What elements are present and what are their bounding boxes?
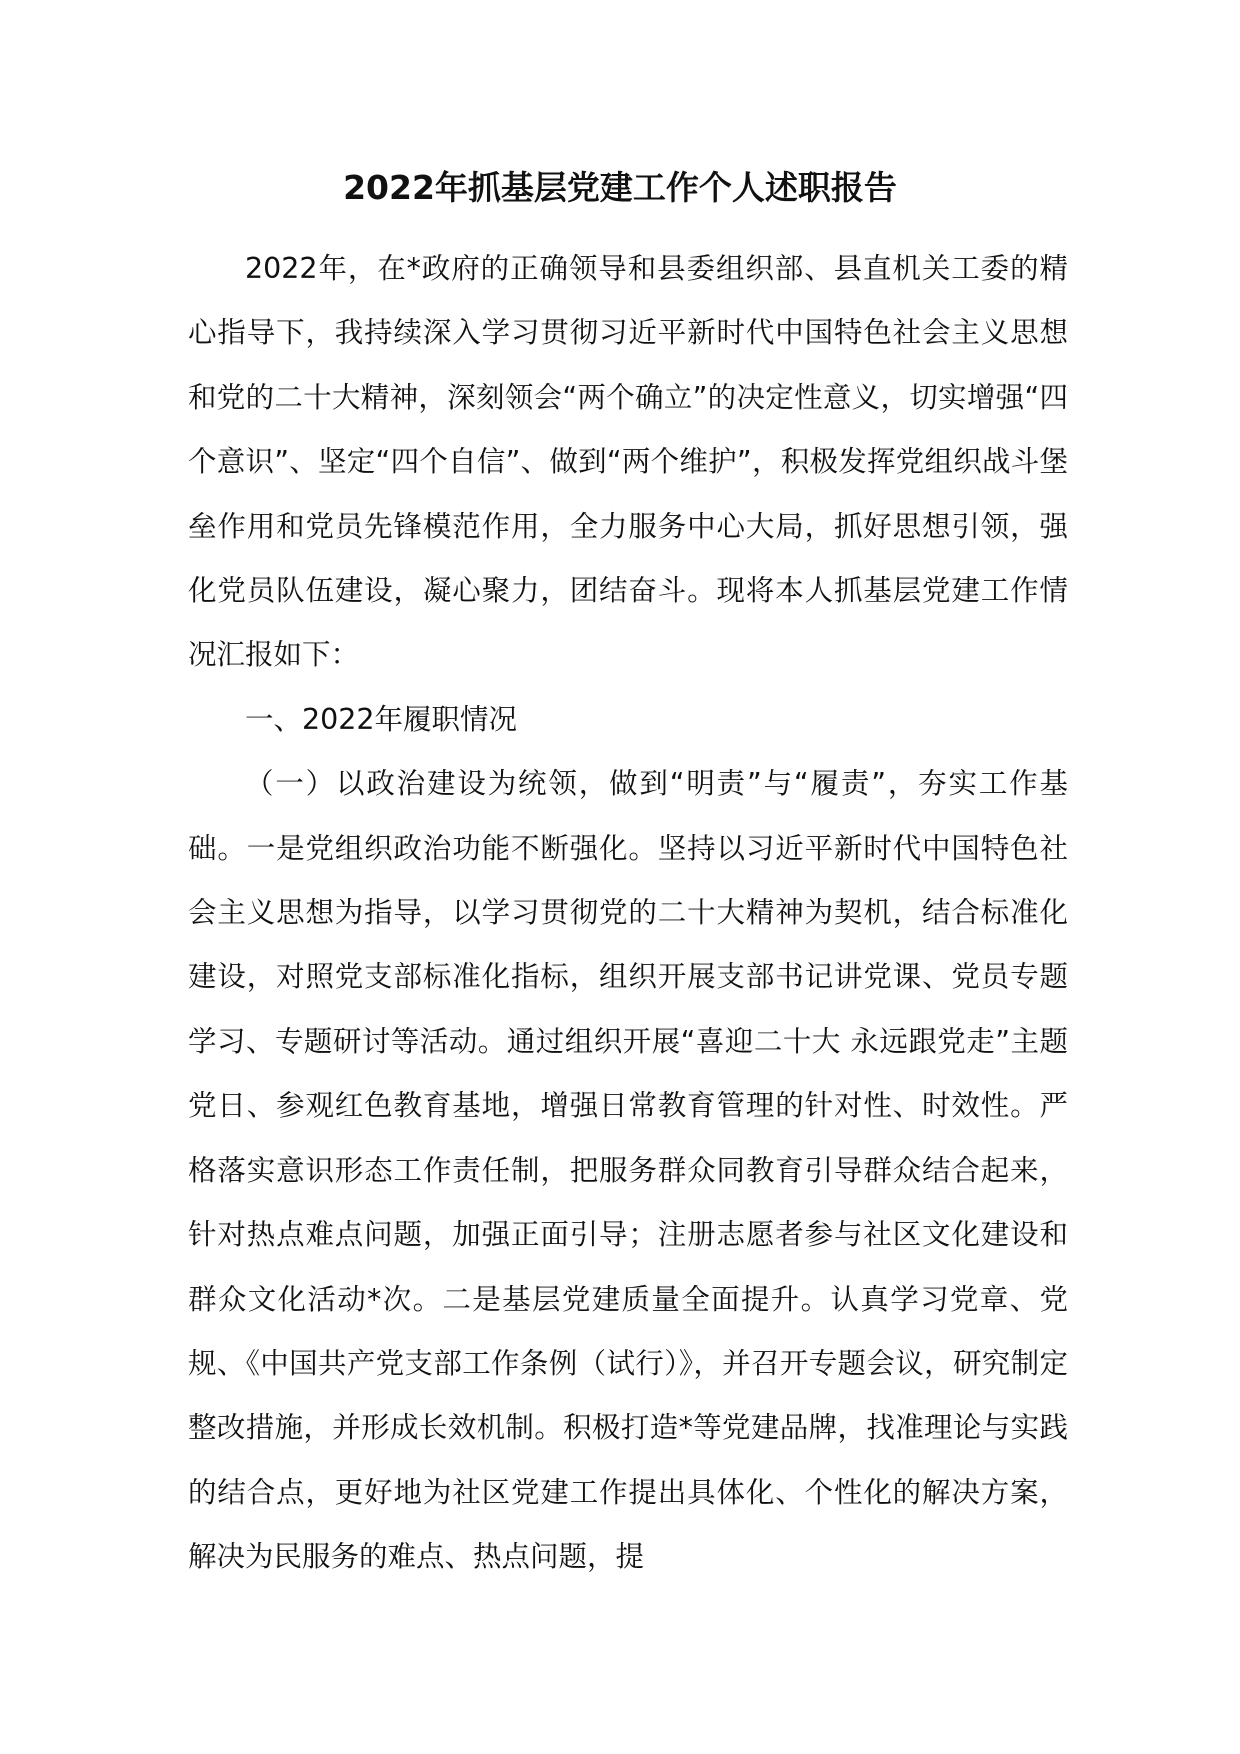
body-paragraph: （一）以政治建设为统领，做到“明责”与“履责”，夯实工作基础。一是党组织政治功能不断强化。坚持以习近平新时代中国特色社会主义思想为指导，以学习贯彻党的二十大精神为契机，结合标准化建设，对照党支部标准化指标，组织开展支部书记讲党课、党员专题学习、专题研讨等活动。通过组织开展“喜迎二十大 永远跟党走”主题党日、参观红色教育基地，增强日常教育管理的针对性、时效性。严格落实意识形态工作责任制，把服务群众同教育引导群众结合起来，针对热点难点问题，加强正面引导；注册志愿者参与社区文化建设和群众文化活动*次。二是基层党建质量全面提升。认真学习党章、党规、《中国共产党支部工作条例（试行）》，并召开专题会议，研究制定整改措施，并形成长效机制。积极打造*等党建品牌，找准理论与实践的结合点，更好地为社区党建工作提出具体化、个性化的解决方案，解决为民服务的难点、热点问题，提 [188,767,1068,1574]
document-body [188,237,1068,1590]
section-heading: 一、2022年履职情况 [245,702,518,736]
document-title: 2022年抓基层党建工作个人述职报告 [343,168,897,207]
intro-paragraph: 2022年，在*政府的正确领导和县委组织部、县直机关工委的精心指导下，我持续深入学习贯彻习近平新时代中国特色社会主义思想和党的二十大精神，深刻领会“两个确立”的决定性意义，切实增强“四个意识”、坚定“四个自信”、做到“两个维护”，积极发挥党组织战斗堡垒作用和党员先锋模范作用，全力服务中心大局，抓好思想引领，强化党员队伍建设，凝心聚力，团结奋斗。现将本人抓基层党建工作情况汇报如下： [188,252,1068,672]
